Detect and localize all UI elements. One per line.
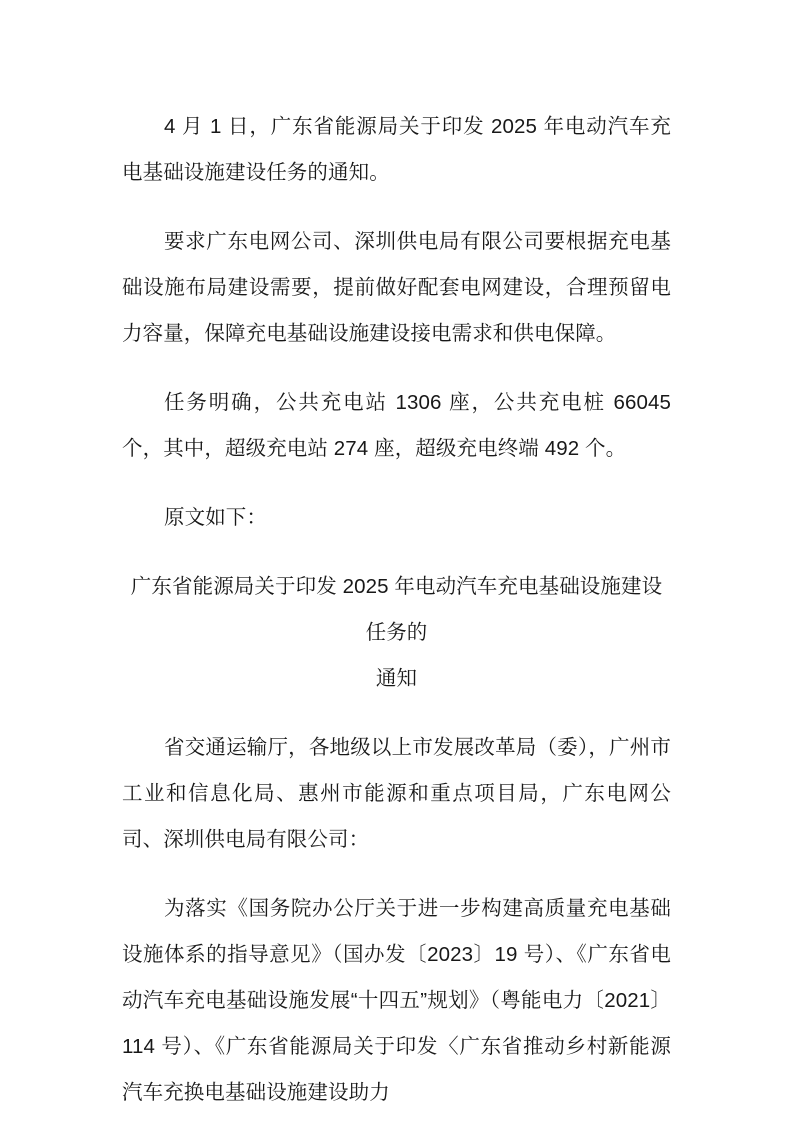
paragraph-summary-date-notice: 4 月 1 日，广东省能源局关于印发 2025 年电动汽车充电基础设施建设任务的通知。 bbox=[122, 115, 671, 184]
document-text-body bbox=[122, 104, 671, 1116]
paragraph-summary-task-targets: 任务明确，公共充电站 1306 座，公共充电桩 66045 个，其中，超级充电站 274 座，超级充电终端 492 个。 bbox=[122, 391, 671, 460]
notice-title-line-1: 广东省能源局关于印发 2025 年电动汽车充电基础设施建设任务的 bbox=[130, 575, 663, 644]
paragraph-policy-basis: 为落实《国务院办公厅关于进一步构建高质量充电基础设施体系的指导意见》（国办发〔2023〕19 号）、《广东省电动汽车充电基础设施发展“十四五”规划》（粤能电力〔2021〕114 号）、《广东省能源局关于印发〈广东省推动乡村新能源汽车充换电基础设施建设助力 bbox=[122, 897, 671, 1104]
paragraph-recipients: 省交通运输厅，各地级以上市发展改革局（委），广州市工业和信息化局、惠州市能源和重点项目局，广东电网公司、深圳供电局有限公司： bbox=[122, 736, 671, 851]
notice-title bbox=[122, 564, 671, 702]
paragraph-summary-grid-requirement: 要求广东电网公司、深圳供电局有限公司要根据充电基础设施布局建设需要，提前做好配套电网建设，合理预留电力容量，保障充电基础设施建设接电需求和供电保障。 bbox=[122, 230, 671, 345]
notice-title-line-2: 通知 bbox=[375, 667, 418, 690]
paragraph-original-text-label: 原文如下： bbox=[164, 506, 267, 529]
